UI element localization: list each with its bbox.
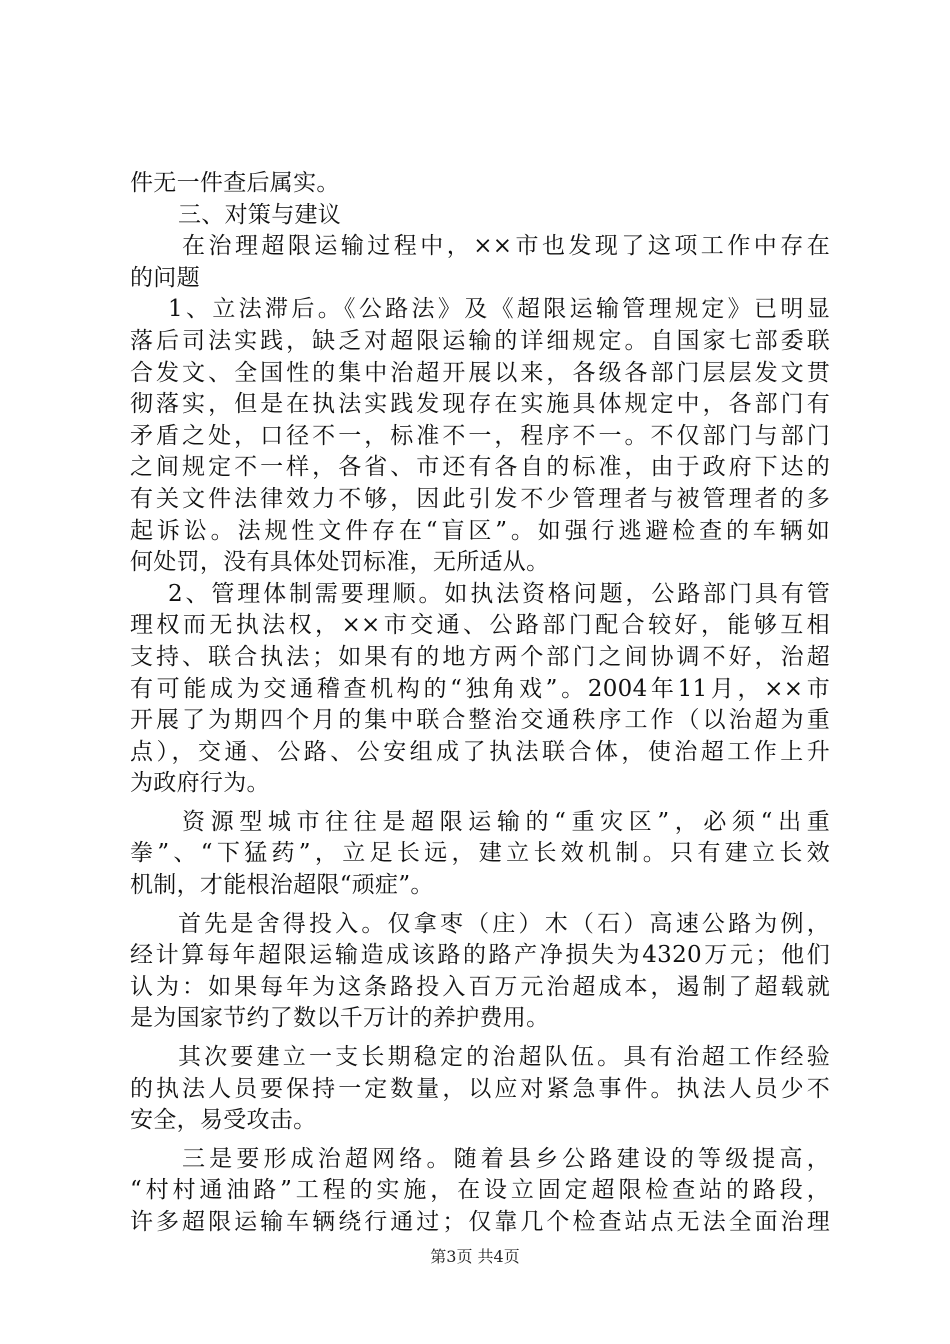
text-line: 认为：如果每年为这条路投入百万元治超成本，遏制了超载就: [130, 973, 830, 1000]
page-number-footer: 第3页 共4页: [430, 1247, 520, 1266]
text-line: 是为国家节约了数以千万计的养护费用。: [130, 1005, 550, 1032]
section-heading: 三、对策与建议: [178, 201, 342, 228]
text-line: 合发文、全国性的集中治超开展以来，各级各部门层层发文贯: [130, 359, 830, 386]
text-line: 三是要形成治超网络。随着县乡公路建设的等级提高，: [182, 1145, 830, 1172]
text-line: 拳”、“下猛药”，立足长远，建立长效机制。只有建立长效: [130, 840, 830, 867]
text-line: 起诉讼。法规性文件存在“盲区”。如强行逃避检查的车辆如: [130, 517, 830, 544]
text-line: “村村通油路”工程的实施，在设立固定超限检查站的路段，: [130, 1177, 830, 1204]
text-line: 有可能成为交通稽查机构的“独角戏”。2004年11月，××市: [130, 675, 830, 702]
text-line: 的问题: [130, 264, 200, 291]
text-line: 2、管理体制需要理顺。如执法资格问题，公路部门具有管: [168, 580, 830, 607]
text-line: 何处罚，没有具体处罚标准，无所适从。: [130, 549, 550, 576]
text-line: 在治理超限运输过程中，××市也发现了这项工作中存在: [182, 233, 830, 260]
text-line: 有关文件法律效力不够，因此引发不少管理者与被管理者的多: [130, 485, 830, 512]
text-line: 开展了为期四个月的集中联合整治交通秩序工作（以治超为重: [130, 707, 830, 734]
text-line: 机制，才能根治超限“顽症”。: [130, 872, 434, 899]
text-line: 矛盾之处，口径不一，标准不一，程序不一。不仅部门与部门: [130, 422, 830, 449]
text-line: 安全，易受攻击。: [130, 1107, 317, 1134]
text-line: 资源型城市往往是超限运输的“重灾区”，必须“出重: [182, 808, 830, 835]
document-body: [130, 168, 830, 1239]
text-line: 的执法人员要保持一定数量，以应对紧急事件。执法人员少不: [130, 1075, 830, 1102]
text-line: 之间规定不一样，各省、市还有各自的标准，由于政府下达的: [130, 454, 830, 481]
text-line: 落后司法实践，缺乏对超限运输的详细规定。自国家七部委联: [130, 327, 830, 354]
text-line: 1、立法滞后。《公路法》及《超限运输管理规定》已明显: [168, 296, 830, 323]
text-line: 点），交通、公路、公安组成了执法联合体，使治超工作上升: [130, 738, 830, 765]
text-line: 理权而无执法权，××市交通、公路部门配合较好，能够互相: [130, 612, 830, 639]
text-line: 其次要建立一支长期稳定的治超队伍。具有治超工作经验: [178, 1044, 830, 1071]
text-line: 件无一件查后属实。: [130, 170, 340, 196]
text-line: 彻落实，但是在执法实践发现存在实施具体规定中，各部门有: [130, 391, 830, 418]
text-line: 许多超限运输车辆绕行通过；仅靠几个检查站点无法全面治理: [130, 1209, 830, 1235]
text-line: 首先是舍得投入。仅拿枣（庄）木（石）高速公路为例，: [178, 910, 830, 937]
text-line: 经计算每年超限运输造成该路的路产净损失为4320万元；他们: [130, 942, 830, 969]
text-line: 支持、联合执法；如果有的地方两个部门之间协调不好，治超: [130, 643, 830, 670]
text-line: 为政府行为。: [130, 770, 270, 797]
